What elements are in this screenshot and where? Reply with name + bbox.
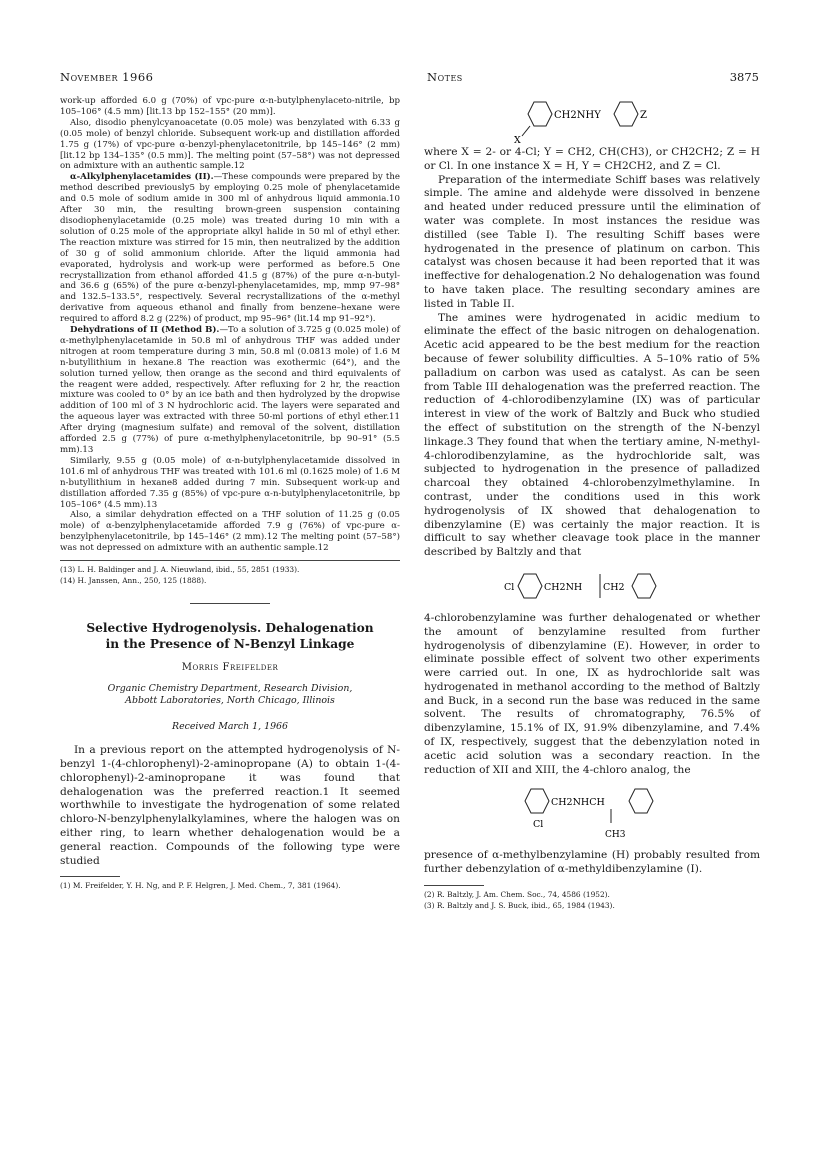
structure-methyl-analog	[517, 783, 667, 845]
article-separator	[190, 603, 270, 604]
chloro-label: Cl	[533, 819, 544, 831]
paragraph: where X = 2- or 4-Cl; Y = CH2, CH(CH3), or CH2CH2; Z = H or Cl. In one instance X = H, Y = CH2CH2, and Z = Cl.	[424, 146, 760, 172]
running-header	[60, 70, 759, 86]
discussion	[424, 146, 760, 560]
affiliation	[60, 683, 400, 707]
paragraph-text: —These compounds were prepared by the method described previously5 by employing 0.25 mole of phenylacetamide and 0.5 mole of sodium amide in 300 ml of anhydrous liquid ammonia.10 After 30 min, the resulting brown-green suspension containing disodiophenylacetamide (0.25 mole) was treated during 10 min with a solution of 0.25 mole of the appropriate alkyl halide in 50 ml of ethyl ether. The reaction mixture was stirred for 15 min, then neutralized by the addition of 30 g of solid ammonium chloride. After the liquid ammonia had evaporated, hydrolysis and work-up were performed as before.5 One recrystallization from ethanol afforded 41.5 g (87%) of the pure α-n-butyl- and 36.6 g (65%) of the pure α-benzyl-phenylacetamides, mp, mmp 97–98° and 132.5–133.5°, respectively. Several recrystallizations of the α-methyl derivative from aqueous ethanol and finally from benzene–hexane were required to afford 8.2 g (22%) of product, mp 95–96° (lit.14 mp 91–92°).	[60, 172, 400, 325]
paragraph	[60, 325, 400, 456]
received-date: Received March 1, 1966	[172, 721, 288, 733]
footnotes-top	[60, 565, 400, 585]
discussion-end	[424, 849, 760, 877]
paragraph: Similarly, 9.55 g (0.05 mole) of α-n-butylphenylacetamide dissolved in 101.6 ml of anhydrous THF was treated with 101.6 ml (0.1625 mole) of 1.6 M n-butyllithium in hexane8 added during 7 min. Subsequent work-up and distillation afforded 7.35 g (85%) of vpc-pure α-n-butylphenylacetonitrile, bp 105–106° (4.5 mm).13	[60, 455, 400, 510]
paragraph: Preparation of the intermediate Schiff bases was relatively simple. The amine and aldehyde were dissolved in benzene and heated under reduced pressure until the elimination of water was complete. In most instances the residue was distilled (see Table I). The resulting Schiff bases were hydrogenated in the presence of platinum on carbon. This catalyst was chosen because it had been reported that it was ineffective for dehalogenation.2 No dehalogenation was found to have taken place. The resulting secondary amines are listed in Table II.	[424, 173, 760, 310]
footnote: (14) H. Janssen, Ann., 250, 125 (1888).	[60, 575, 207, 585]
linker-group: CH2NHCH	[551, 797, 605, 809]
affiliation-line: Organic Chemistry Department, Research Division,	[107, 683, 353, 695]
left-column	[60, 96, 400, 892]
linker-group: CH2NHY	[554, 110, 601, 121]
paragraph: Also, disodio phenylcyanoacetate (0.05 mole) was benzylated with 6.33 g (0.05 mole) of benzyl chloride. Subsequent work-up and distillation afforded 1.75 g (17%) of vpc-pure α-benzyl-phenylacetonitrile, bp 145–146° (2 mm) [lit.12 bp 134–135° (0.5 mm)]. The melting point (57–58°) was not depressed on admixture with an authentic sample.12	[60, 117, 400, 172]
paragraph-text: —To a solution of 3.725 g (0.025 mole) of α-methylphenylacetamide in 50.8 ml of anhydrous THF was added under nitrogen at room temperature during 3 min, 50.8 ml (0.0813 mole) of 1.6 M n-butyllithium in hexane.8 The reaction was exothermic (64°), and the solution turned yellow, then orange as the second and third equivalents of the reagent were added, respectively. After refluxing for 2 hr, the reaction mixture was cooled to 0° by an ice bath and then hydrolyzed by the dropwise addition of 100 ml of 3 N hydrochloric acid. The layers were separated and the aqueous layer was extracted with three 50-ml portions of ethyl ether.11 After drying (magnesium sulfate) and removal of the solvent, distillation afforded 2.5 g (77%) of pure α-methylphenylacetonitrile, bp 90–91° (5.5 mm).13	[60, 325, 400, 455]
article-title	[60, 620, 400, 652]
footnotes-bottom	[60, 881, 400, 891]
right-column	[424, 96, 760, 911]
substituent-z: Z	[640, 110, 647, 121]
header-date: November 1966	[60, 70, 154, 84]
footnote-rule	[60, 560, 400, 561]
header-section: Notes	[427, 70, 463, 84]
paragraph: In a previous report on the attempted hydrogenolysis of N-benzyl 1-(4-chlorophenyl)-2-aminopropane (A) to obtain 1-(4-chlorophenyl)-2-aminopropane it was found that dehalogenation was the preferred reaction.1 It seemed worthwhile to investigate the hydrogenation of some related chloro-N-benzylphenylalkylamines, where the halogen was on either ring, to learn whether dehalogenation would be a general reaction. Compounds of the following type were studied	[60, 744, 400, 867]
paragraph	[60, 172, 400, 325]
discussion-continued	[424, 612, 760, 778]
paragraph: 4-chlorobenzylamine was further dehalogenated or whether the amount of benzylamine resulted from further hydrogenolysis of dibenzylamine (E). However, in order to eliminate possible effect of solvent two other experiments were carried out. In one, IX as hydrochloride salt was hydrogenated in methanol according to the method of Baltzly and Buck, in a second run the base was reduced in the same solvent. The results of chromatography, 76.5% of dibenzylamine, 15.1% of IX, 91.9% dibenzylamine, and 7.4% of IX, respectively, suggest that the debenzylation noted in acetic acid solution was a secondary reaction. In the reduction of XII and XIII, the 4-chloro analog, the	[424, 611, 760, 776]
title-line: Selective Hydrogenolysis. Dehalogenation	[86, 621, 374, 636]
affiliation-line: Abbott Laboratories, North Chicago, Illinois	[125, 695, 335, 707]
footnote: (3) R. Baltzly and J. S. Buck, ibid., 65, 1984 (1943).	[424, 900, 615, 910]
author: Morris Freifelder	[181, 662, 279, 674]
footnote-rule	[60, 876, 120, 877]
run-in-heading: Dehydrations of II (Method B).	[70, 325, 220, 336]
paragraph: presence of α-methylbenzylamine (H) probably resulted from further debenzylation of α-methyldibenzylamine (I).	[424, 849, 760, 876]
structure-general-formula	[512, 96, 672, 146]
methyl-label: CH3	[605, 830, 626, 841]
structure-chlorodibenzylamine	[502, 568, 682, 606]
footnote-rule	[424, 885, 484, 886]
paragraph: work-up afforded 6.0 g (70%) of vpc-pure α-n-butylphenylaceto-nitrile, bp 105–106° (4.5 mm) [lit.13 bp 152–155° (20 mm)].	[60, 96, 400, 117]
experimental-section	[60, 96, 400, 554]
paragraph: Also, a similar dehydration effected on a THF solution of 11.25 g (0.05 mole) of α-benzylphenylacetamide afforded 7.9 g (76%) of vpc-pure α-benzylphenylacetonitrile, bp 145–146° (2 mm).12 The melting point (57–58°) was not depressed on admixture with an authentic sample.12	[60, 510, 400, 554]
run-in-heading: α-Alkylphenylacetamides (II).	[70, 172, 214, 183]
paragraph: The amines were hydrogenated in acidic medium to eliminate the effect of the basic nitrogen on dehalogenation. Acetic acid appeared to be the best medium for the reaction because of fewer solubility difficulties. A 5–10% ratio of 5% palladium on carbon was used as catalyst. As can be seen from Table III dehalogenation was the preferred reaction. The reduction of 4-chlorodibenzylamine (IX) was of particular interest in view of the work of Baltzly and Buck who studied the effect of substitution on the strength of the N-benzyl linkage.3 They found that when the tertiary amine, N-methyl-4-chlorodibenzylamine, as the hydrochloride salt, was subjected to hydrogenation in the presence of palladized charcoal they obtained 4-chlorobenzylmethylamine. In contrast, under the conditions used in this work hydrogenolysis of IX showed that dehalogenation to dibenzylamine (E) was certainly the major reaction. It is difficult to say whether cleavage took place in the manner described by Baltzly and that	[424, 311, 760, 559]
header-page-number: 3875	[729, 70, 759, 84]
chloro-label: Cl	[504, 581, 515, 593]
footnote: (2) R. Baltzly, J. Am. Chem. Soc., 74, 4586 (1952).	[424, 890, 610, 900]
intro-section	[60, 744, 400, 868]
footnote: (13) L. H. Baldinger and J. A. Nieuwland, ibid., 55, 2851 (1933).	[60, 565, 300, 575]
footnote: (1) M. Freifelder, Y. H. Ng, and P. F. Helgren, J. Med. Chem., 7, 381 (1964).	[60, 881, 341, 891]
footnotes-right	[424, 890, 760, 910]
linker-group-2: CH2	[603, 581, 625, 593]
linker-group: CH2NH	[544, 581, 583, 593]
title-line: in the Presence of N-Benzyl Linkage	[105, 637, 355, 652]
substituent-x: X	[514, 135, 521, 146]
